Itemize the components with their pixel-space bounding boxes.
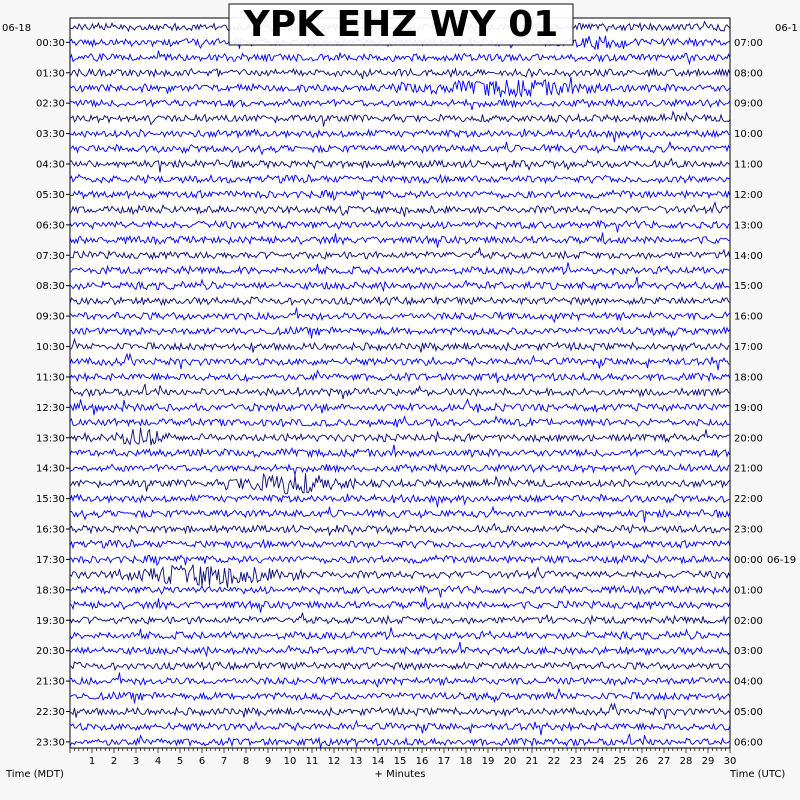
x-tick-label: 14: [371, 756, 385, 767]
x-tick-label: 15: [393, 756, 407, 767]
right-time-label: 21:00: [734, 463, 763, 475]
x-tick-label: 28: [679, 756, 693, 767]
right-time-label: 10:00: [734, 129, 763, 141]
right-time-label: 01:00: [734, 585, 763, 597]
left-time-label: 17:30: [36, 554, 65, 566]
x-tick-label: 7: [220, 756, 228, 767]
x-tick-label: 3: [132, 756, 140, 767]
x-tick-label: 23: [569, 756, 583, 767]
x-tick-label: 10: [283, 756, 297, 767]
right-time-label: 20:00: [734, 433, 763, 445]
right-time-label: 02:00: [734, 615, 763, 627]
x-tick-label: 17: [437, 756, 451, 767]
left-time-label: 10:30: [36, 342, 65, 353]
left-time-label: 12:30: [36, 402, 65, 414]
x-tick-label: 24: [591, 756, 605, 767]
x-tick-label: 22: [547, 756, 561, 767]
x-tick-label: 21: [525, 756, 539, 767]
right-time-label: 14:00: [734, 250, 763, 262]
x-tick-label: 11: [305, 756, 319, 767]
left-time-label: 19:30: [36, 615, 65, 627]
x-tick-label: 5: [176, 756, 184, 767]
right-date-label: 06-1: [775, 23, 798, 34]
left-time-label: 02:30: [36, 98, 65, 110]
right-time-label: 18:00: [734, 372, 763, 384]
left-time-label: 05:30: [36, 189, 65, 201]
x-tick-label: 2: [110, 756, 118, 767]
x-tick-label: 8: [242, 756, 250, 767]
right-time-label: 15:00: [734, 281, 763, 293]
x-tick-label: 6: [198, 756, 206, 767]
x-tick-label: 27: [657, 756, 671, 767]
left-time-label: 00:30: [36, 37, 65, 49]
x-axis-title: + Minutes: [374, 769, 426, 780]
x-tick-label: 25: [613, 756, 627, 767]
right-axis-title: Time (UTC): [730, 769, 786, 780]
left-time-label: 20:30: [36, 646, 65, 658]
right-time-label: 12:00: [734, 189, 763, 201]
right-time-label: 17:00: [734, 342, 763, 353]
right-time-label: 06:00: [734, 737, 763, 749]
right-time-label: 03:00: [734, 646, 763, 658]
left-time-label: 16:30: [36, 524, 65, 536]
chart-title: YPK EHZ WY 01: [243, 4, 559, 45]
left-time-label: 01:30: [36, 68, 65, 80]
x-tick-label: 29: [701, 756, 715, 767]
right-time-label: 19:00: [734, 402, 763, 414]
right-time-label: 09:00: [734, 98, 763, 110]
right-time-label: 23:00: [734, 524, 763, 536]
left-time-label: 04:30: [36, 159, 65, 171]
x-tick-label: 4: [154, 756, 162, 767]
right-time-label: 05:00: [734, 707, 763, 718]
left-time-label: 18:30: [36, 585, 65, 597]
right-time-label: 11:00: [734, 159, 763, 171]
left-time-label: 22:30: [36, 707, 65, 718]
right-midnight-date-label: 06-19: [767, 554, 797, 566]
left-time-label: 15:30: [36, 494, 65, 506]
right-time-label: 22:00: [734, 494, 763, 506]
right-time-label: 13:00: [734, 220, 763, 232]
left-time-label: 13:30: [36, 433, 65, 445]
x-tick-label: 26: [635, 756, 649, 767]
left-time-label: 09:30: [36, 311, 65, 323]
x-tick-label: 13: [349, 756, 363, 767]
left-time-label: 11:30: [36, 372, 65, 384]
x-tick-label: 16: [415, 756, 429, 767]
right-time-label: 00:00: [734, 554, 763, 566]
left-time-label: 21:30: [36, 676, 65, 688]
left-axis-title: Time (MDT): [6, 769, 64, 780]
x-tick-label: 12: [327, 756, 341, 767]
right-time-label: 08:00: [734, 68, 763, 80]
x-tick-label: 20: [503, 756, 517, 767]
x-tick-label: 19: [481, 756, 495, 767]
x-tick-label: 9: [264, 756, 272, 767]
right-time-label: 16:00: [734, 311, 763, 323]
x-tick-label: 18: [459, 756, 473, 767]
left-time-label: 07:30: [36, 250, 65, 262]
left-time-label: 08:30: [36, 281, 65, 293]
x-tick-label: 30: [723, 756, 737, 767]
left-time-label: 14:30: [36, 463, 65, 475]
left-time-label: 03:30: [36, 129, 65, 141]
left-date-label: 06-18: [2, 23, 32, 34]
right-time-label: 07:00: [734, 37, 763, 49]
left-time-label: 23:30: [36, 737, 65, 749]
right-time-label: 04:00: [734, 676, 763, 688]
x-tick-label: 1: [88, 756, 96, 767]
left-time-label: 06:30: [36, 220, 65, 232]
title-box: [229, 4, 573, 45]
